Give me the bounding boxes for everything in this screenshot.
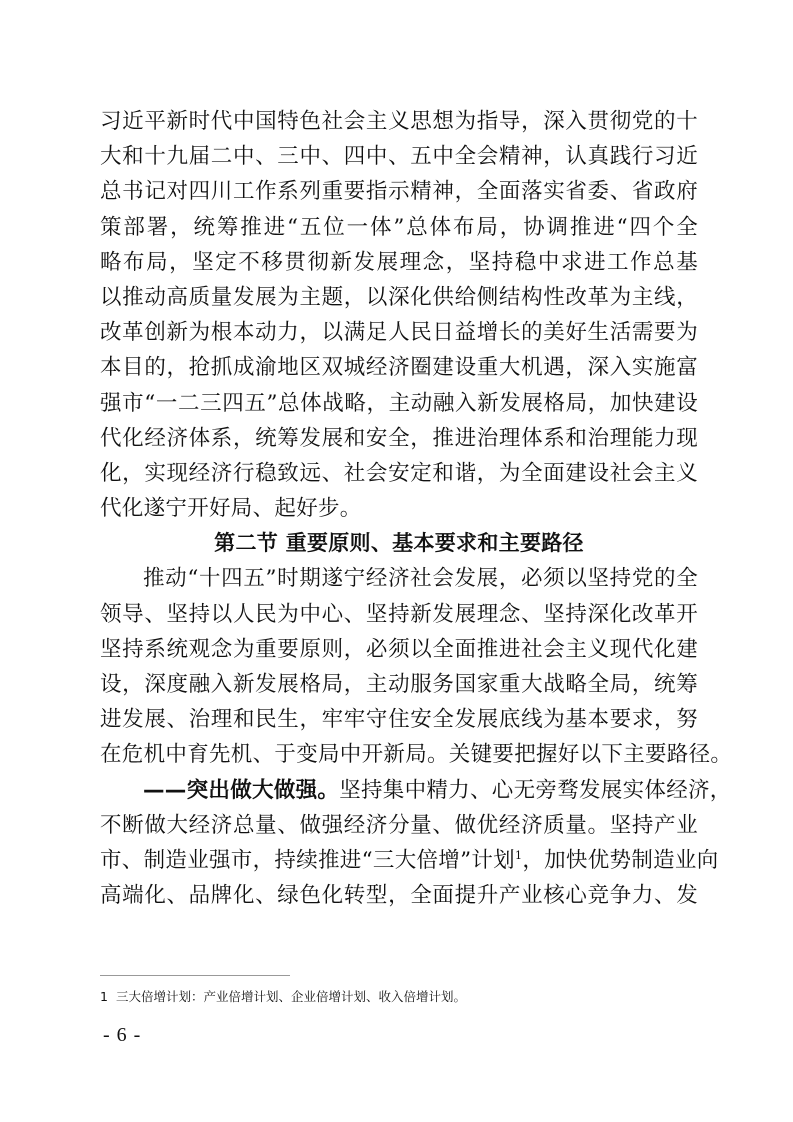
body-text bbox=[100, 104, 733, 913]
paragraph-line bbox=[100, 843, 719, 878]
paragraph-line: 代化遂宁开好局、起好步。 bbox=[100, 496, 362, 522]
paragraph-line: 强市“一二三四五”总体战略，主动融入新发展格局，加快建设 bbox=[100, 390, 698, 416]
paragraph-line: 高端化、品牌化、绿色化转型，全面提升产业核心竞争力、发 bbox=[100, 883, 698, 909]
paragraph-line: 领导、坚持以人民为中心、坚持新发展理念、坚持深化改革开 bbox=[100, 601, 698, 627]
footnote bbox=[100, 988, 466, 1006]
paragraph-line: 大和十九届二中、三中、四中、五中全会精神，认真践行习近 bbox=[100, 144, 698, 170]
paragraph-line: 本目的，抢抓成渝地区双城经济圈建设重大机遇，深入实施富 bbox=[100, 355, 698, 381]
paragraph-line: 推动“十四五”时期遂宁经济社会发展，必须以坚持党的全 bbox=[143, 566, 698, 592]
bold-lead: ——突出做大做强。 bbox=[143, 777, 340, 803]
paragraph-line: 化，实现经济行稳致远、社会安定和谐，为全面建设社会主义 bbox=[100, 460, 698, 486]
line-text: ，加快优势制造业向 bbox=[522, 847, 719, 873]
section-heading: 第二节 重要原则、基本要求和主要路径 bbox=[214, 531, 584, 556]
footnote-number: 1 bbox=[100, 989, 108, 1004]
paragraph-line: 代化经济体系，统筹发展和安全，推进治理体系和治理能力现 bbox=[100, 425, 698, 451]
paragraph-line: 设，深度融入新发展格局，主动服务国家重大战略全局，统筹 bbox=[100, 672, 698, 697]
paragraph-line bbox=[100, 773, 732, 808]
paragraph-line: 不断做大经济总量、做强经济分量、做优经济质量。坚持产业 bbox=[100, 812, 698, 838]
paragraph-line: 习近平新时代中国特色社会主义思想为指导，深入贯彻党的十 bbox=[100, 109, 698, 134]
footnote-separator bbox=[100, 975, 290, 976]
paragraph-line: 总书记对四川工作系列重要指示精神，全面落实省委、省政府 bbox=[100, 179, 698, 205]
paragraph-line: 坚持系统观念为重要原则，必须以全面推进社会主义现代化建 bbox=[100, 636, 698, 662]
page-number: - 6 - bbox=[103, 1024, 142, 1046]
line-text: 坚持集中精力、心无旁骛发展实体经济， bbox=[339, 777, 732, 803]
paragraph-line: 以推动高质量发展为主题，以深化供给侧结构性改革为主线， bbox=[100, 284, 698, 310]
footnote-text: 三大倍增计划：产业倍增计划、企业倍增计划、收入倍增计划。 bbox=[115, 989, 466, 1004]
line-text: 市、制造业强市，持续推进“三大倍增”计划 bbox=[100, 847, 515, 873]
paragraph-line: 在危机中育先机、于变局中开新局。关键要把握好以下主要路径。 bbox=[100, 742, 733, 768]
paragraph-line: 改革创新为根本动力，以满足人民日益增长的美好生活需要为 bbox=[100, 320, 698, 346]
paragraph-line: 进发展、治理和民生，牢牢守住安全发展底线为基本要求，努 bbox=[100, 707, 698, 733]
footnote-ref[interactable]: 1 bbox=[515, 848, 523, 862]
paragraph-line: 略布局，坚定不移贯彻新发展理念，坚持稳中求进工作总基 bbox=[100, 249, 698, 275]
paragraph-line: 策部署，统筹推进“五位一体”总体布局，协调推进“四个全 bbox=[100, 214, 698, 240]
